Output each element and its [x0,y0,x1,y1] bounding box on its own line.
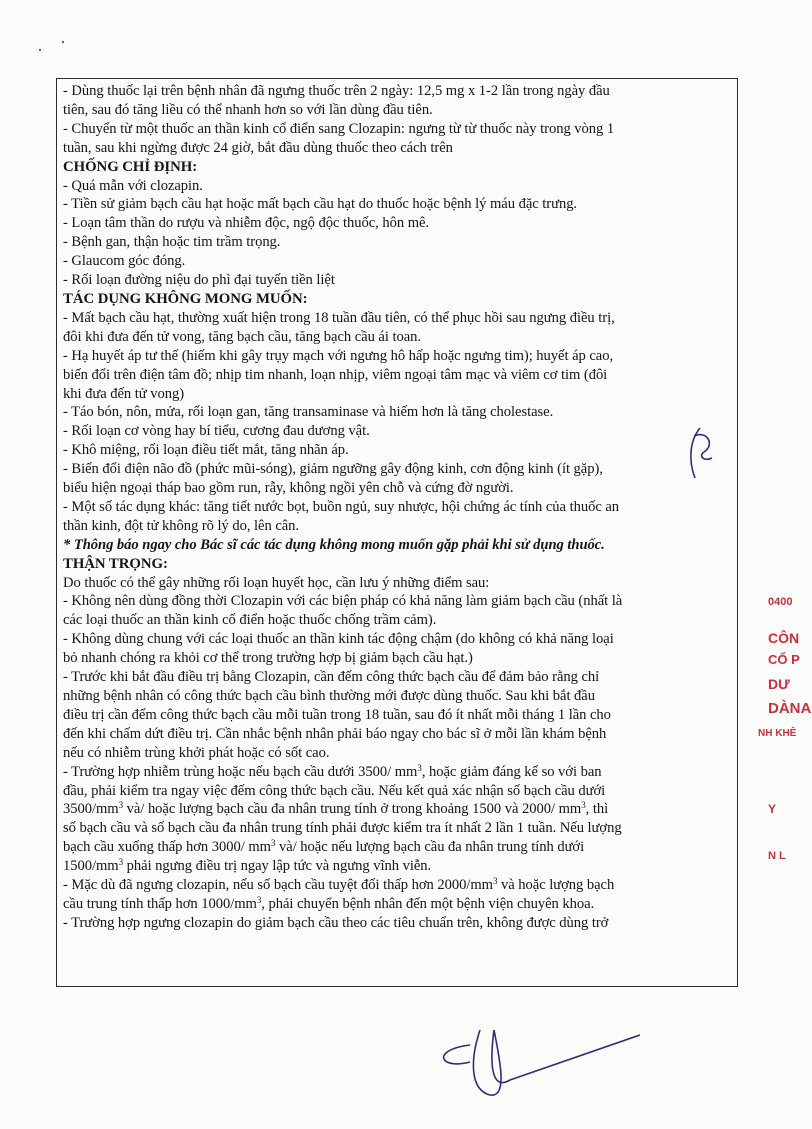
text-line: - Khô miệng, rối loạn điều tiết mắt, tăng nhãn áp. [63,442,349,459]
stamp-text: DÀNA [768,700,812,717]
warning-line: * Thông báo ngay cho Bác sĩ các tác dụng không mong muốn gặp phải khi sử dụng thuốc. [63,536,605,553]
text-line: - Mặc dù đã ngưng clozapin, nếu số bạch cầu tuyệt đối thấp hơn $2000/mm^3$ và hoặc lượng bạch [63,876,615,894]
text-line: - Dùng thuốc lại trên bệnh nhân đã ngưng thuốc trên 2 ngày: 12,5 mg x 1-2 lần trong ngày đầu [63,83,610,99]
text-line: - Trường hợp ngưng clozapin do giảm bạch cầu theo các tiêu chuẩn trên, không được dùng trở [63,914,609,931]
section-heading: TÁC DỤNG KHÔNG MONG MUỐN: [63,290,308,307]
text-line: $3500/mm^3$ và/ hoặc lượng bạch cầu đa nhân trung tính ở trong khoảng 1500 và 2000/ $mm^3$, thì [63,800,609,818]
text-line: - Một số tác dụng khác: tăng tiết nước bọt, buồn ngủ, suy nhược, hội chứng ác tính của thuốc an [63,498,620,515]
text-line: - Táo bón, nôn, mửa, rối loạn gan, tăng transaminase và hiếm hơn là tăng cholestase. [63,404,554,421]
text-line: - Trường hợp nhiễm trùng hoặc nếu bạch cầu dưới 3500/ $mm^3$, hoặc giảm đáng kể so với ban [63,762,602,780]
stamp-text: DƯ [768,676,790,692]
text-line: - Rối loạn cơ vòng hay bí tiểu, cương đau dương vật. [63,423,370,440]
stamp-text: N L [768,850,786,862]
stamp-text: CÔN [768,630,800,646]
text-line: đến khi chấm dứt điều trị. Cần nhắc bệnh nhân phải báo ngay cho bác sĩ ở mỗi lần khám bệnh [63,725,607,742]
text-line: thần kinh, đột tử không rõ lý do, lên cân. [63,517,300,534]
stamp-text: Y [768,802,777,816]
text-line: - Hạ huyết áp tư thế (hiếm khi gây trụy mạch với ngưng hô hấp hoặc ngưng tim); huyết áp cao, [63,347,614,364]
company-stamp [752,588,812,888]
text-line: - Loạn tâm thần do rượu và nhiễm độc, ngộ độc thuốc, hôn mê. [63,215,430,232]
text-line: số bạch cầu và số bạch cầu đa nhân trung tính phải được kiểm tra ít nhất 2 lần 1 tuần. Nếu lượng [63,820,622,837]
text-line: - Glaucom góc đóng. [63,253,186,270]
text-line: - Không dùng chung với các loại thuốc an thần kinh tác động chậm (do không có khả năng loại [63,631,614,648]
text-line: biến đổi trên điện tâm đồ; nhịp tim nhanh, loạn nhịp, viêm ngoại tâm mạc và viêm cơ tim (đôi [63,366,608,383]
text-line: tiên, sau đó tăng liều có thể nhanh hơn so với lần dùng đầu tiên. [63,101,433,118]
text-line: - Trước khi bắt đầu điều trị bằng Clozapin, cần đếm công thức bạch cầu để đảm bảo rằng chỉ [63,669,600,686]
text-line: điều trị cần đếm công thức bạch cầu mỗi tuần trong 18 tuần, sau đó ít nhất mỗi tháng 1 lần cho [63,706,611,723]
text-line: - Biến đổi điện não đồ (phức mũi-sóng), giảm ngưỡng gây động kinh, cơn động kinh (ít gặp), [63,461,603,478]
text-line: - Chuyển từ một thuốc an thần kinh cổ điển sang Clozapin: ngưng từ từ thuốc này trong vòng 1 [63,120,615,137]
text-line: biểu hiện ngoại tháp bao gồm run, rẫy, không ngồi yên chỗ và cứng đờ người. [63,480,514,497]
stamp-text: CỔ P [768,652,800,667]
section-heading: THẬN TRỌNG: [63,555,168,572]
text-line: - Bệnh gan, thận hoặc tim trầm trọng. [63,234,281,251]
text-line: những bệnh nhân có công thức bạch cầu bình thường mới được dùng thuốc. Sau khi bắt đầu [63,688,595,704]
section-heading: CHỐNG CHỈ ĐỊNH: [63,158,198,175]
stamp-text: NH KHÊ [758,728,797,739]
text-line: bỏ nhanh chóng ra khỏi cơ thể trong trường hợp bị giảm bạch cầu hạt.) [63,650,473,667]
text-line: $1500/mm^3$ phải ngưng điều trị ngay lập tức và ngưng vĩnh viễn. [63,857,432,875]
text-line: đôi khi đưa đến tử vong, tăng bạch cầu, tăng bạch cầu ái toan. [63,328,421,345]
text-line: - Mất bạch cầu hạt, thường xuất hiện trong 18 tuần đầu tiên, có thể phục hồi sau ngưng điều trị, [63,309,615,326]
text-line: bạch cầu xuống thấp hơn 3000/ $mm^3$ và/ hoặc nếu lượng bạch cầu đa nhân trung tính dưới [63,838,585,856]
text-line: các loại thuốc an thần kinh cổ điển hoặc thuốc chống trầm cảm). [63,612,437,629]
text-line: Do thuốc có thể gây những rối loạn huyết học, cần lưu ý những điểm sau: [63,574,490,591]
content-frame [56,78,738,987]
text-line: khi đưa đến tử vong) [63,385,185,402]
text-line: tuần, sau khi ngừng được 24 giờ, bắt đầu dùng thuốc theo cách trên [63,139,453,156]
text-line: - Không nên dùng đồng thời Clozapin với các biện pháp có khả năng làm giảm bạch cầu (nhất là [63,593,623,610]
text-line: nếu có nhiễm trùng khởi phát hoặc có sốt cao. [63,744,330,761]
text-line: - Rối loạn đường niệu do phì đại tuyến tiền liệt [63,272,335,289]
text-line: cầu trung tính thấp hơn $1000/mm^3$, phải chuyển bệnh nhân đến một bệnh viện chuyên khoa. [63,894,595,912]
text-line: đầu, phải kiểm tra ngay việc đếm công thức bạch cầu. Nếu kết quả xác nhận số bạch cầu dưới [63,782,606,799]
text-line: - Quá mẫn với clozapin. [63,177,203,194]
signature-scribble [444,1030,640,1095]
stamp-text: 0400 [768,596,793,608]
text-line: - Tiền sử giảm bạch cầu hạt hoặc mất bạch cầu hạt do thuốc hoặc bệnh lý máu đặc trưng. [63,196,578,213]
